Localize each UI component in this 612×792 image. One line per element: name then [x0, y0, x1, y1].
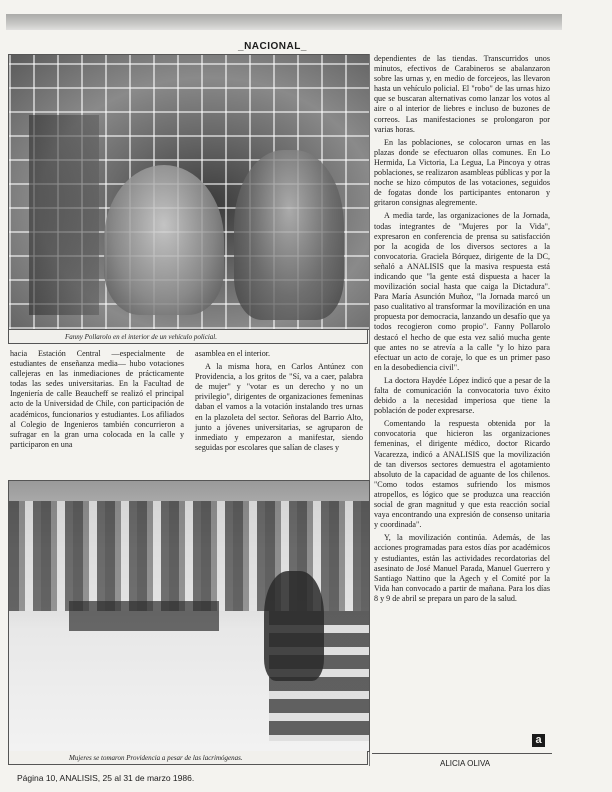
column-c — [374, 54, 550, 604]
paragraph: A la misma hora, en Carlos Antúnez con Providencia, a los gritos de "Sí, va a caer, palabra de mujer" y "votar es un derecho y no un privilegio", dirigentes de organizaciones femeninas daban el vamos a la votación instalando tres urnas en la plazoleta del sector. Señoras del Barrio Alto, junto a jóvenes universitarias, se agruparon de inmediato y empezaron a manifestar, siendo seguidas por escolares que salían de clases y — [195, 362, 363, 452]
caption-top: Fanny Pollarolo en el interior de un vehículo policial. — [8, 330, 368, 344]
column-a — [10, 349, 184, 450]
photo-wall — [69, 601, 219, 631]
photo-crowd — [8, 480, 370, 752]
paragraph: A media tarde, las organizaciones de la Jornada, todas integrantes de "Mujeres por la Vida", expresaron en conferencia de prensa su satisfacción por la acogida de los diversos sectores a la convocatoria. Graciela Bórquez, dirigente de la DC, señaló a ANALISIS que la masiva respuesta está indicando que "la gente está dispuesta a hacer la movilización social hasta que caiga la Dictadura". Para María Asunción Muñoz, "la Jornada marcó un paso cualitativo al transformar la movilización en una propuesta por democracia, lanzando un desafío que ya todos recogieron como propio". Fanny Pollarolo destacó el hecho de que esta vez salió mucha gente que antes no se atrevía a la calle "y lo hizo para efectuar un acto de coraje, lo que es un primer paso en la desobediencia civil". — [374, 211, 550, 372]
paragraph: La doctora Haydée López indicó que a pesar de la falta de comunicación la convocatoria tuvo éxito debido a la necesidad imperiosa que tiene la población de poder expresarse. — [374, 375, 550, 416]
photo-person — [264, 571, 324, 681]
paragraph: Y, la movilización continúa. Además, de las acciones programadas para estos días por académicos y estudiantes, están las actividades recordatorias del asesinato de José Manuel Parada, Manuel Guerrero y Santiago Nattino que la Agech y el Comité por la Vida han convocado a partir de mañana. Para los días 8 y 9 de abril se prepara un paro de la salud. — [374, 533, 550, 603]
photo-figure — [234, 150, 344, 320]
paragraph: En las poblaciones, se colocaron urnas en las plazas donde se efectuaron ollas comunes. En Lo Hermida, La Victoria, La Legua, La Pincoya y otras poblaciones, se realizaron asambleas públicas y por la noche se hizo cómputos de las votaciones, seguidos de fogatas donde los participantes entonaron y gritaron consignas alegremente. — [374, 137, 550, 208]
photo-shadow — [29, 115, 99, 315]
section-header: _NACIONAL_ — [238, 41, 307, 52]
photo-vehicle — [8, 54, 370, 330]
paragraph: asamblea en el interior. — [195, 349, 271, 358]
caption-bottom: Mujeres se tomaron Providencia a pesar de las lacrimógenas. — [8, 751, 368, 765]
paragraph: Comentando la respuesta obtenida por la convocatoria que hicieron las organizaciones femeninas, el dirigente médico, doctor Ricardo Vacarezza, indicó a ANALISIS que la movilización de tan diversos sectores demuestra el agotamiento absoluto de la capacidad de aguante de los chilenos. "Como todos estamos sufriendo los mismos atropellos, es lógico que se produzca una reacción social de gran magnitud y que esta reacción social vaya encontrando una expresión de consenso unitaria y coordinada". — [374, 419, 550, 530]
photo-figure — [104, 165, 224, 315]
signature-rule — [372, 753, 552, 754]
page-footer: Página 10, ANALISIS, 25 al 31 de marzo 1986. — [17, 773, 195, 783]
author-signature: ALICIA OLIVA — [440, 759, 491, 768]
scan-edge-stripe — [6, 14, 562, 30]
paragraph: hacia Estación Central —especialmente de estudiantes de enseñanza media— hubo votaciones callejeras en las inmediaciones de prácticamente todas las sedes universitarias. En la Facultad de Ingeniería de calle Beaucheff se realizó el principal acto de la Universidad de Chile, con participación de académicos, funcionarios y estudiantes. Los afiliados al Colegio de Ingenieros también concurrieron a sufragar en la gran urna colocada en la calle y participaron en una — [10, 349, 184, 449]
paragraph: dependientes de las tiendas. Transcurridos unos minutos, efectivos de Carabineros se abalanzaron sobre las urnas y, en medio de forcejeos, las llevaron hasta un vehículo policial. El "robo" de las urnas hizo que se buscaran alternativas como lanzar los votos al aire o al interior de liebres e incluso de buzones de correos. Las manifestaciones se prolongaron por varias horas. — [374, 54, 550, 134]
end-of-article-mark: a — [532, 734, 545, 747]
column-b — [195, 349, 363, 453]
